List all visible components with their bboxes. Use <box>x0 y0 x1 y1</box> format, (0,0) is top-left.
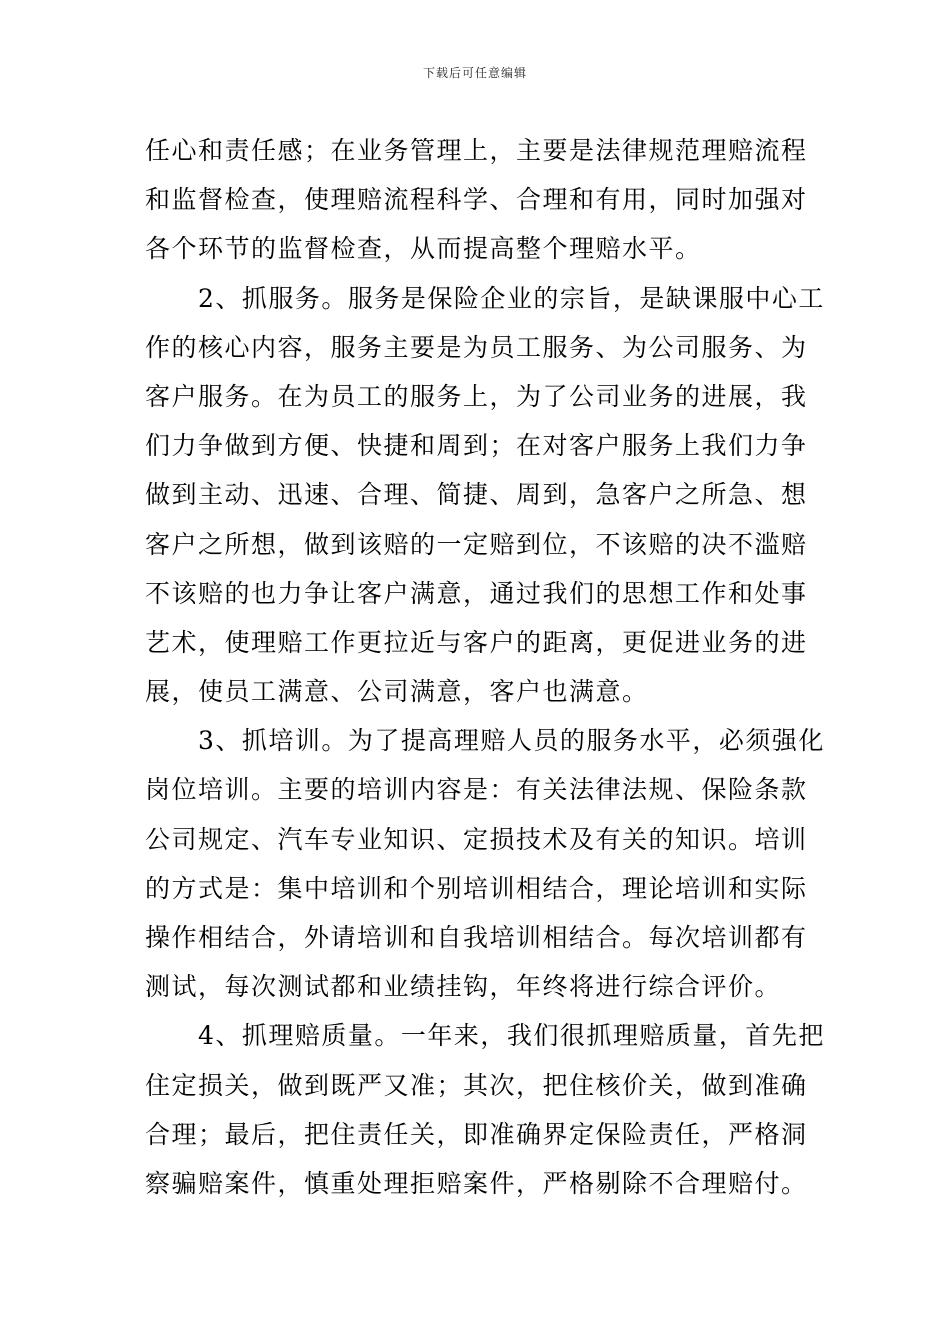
text-line: 岗位培训。主要的培训内容是：有关法律法规、保险条款 <box>145 775 808 805</box>
paragraph-2-start: 2、抓服务。服务是保险企业的宗旨，是缺课服中心工 <box>145 283 825 313</box>
text-line: 操作相结合，外请培训和自我培训相结合。每次培训都有 <box>145 923 808 952</box>
body-text <box>145 126 825 1208</box>
text-line: 客户服务。在为员工的服务上，为了公司业务的进展，我 <box>145 381 808 411</box>
text-line: 的方式是：集中培训和个别培训相结合，理论培训和实际 <box>145 873 808 903</box>
text-line: 测试，每次测试都和业绩挂钩，年终将进行综合评价。 <box>145 972 782 1002</box>
text-line: 作的核心内容，服务主要是为员工服务、为公司服务、为 <box>145 332 808 362</box>
text-line: 任心和责任感；在业务管理上，主要是法律规范理赔流程 <box>145 136 808 165</box>
text-line: 察骗赔案件，慎重处理拒赔案件，严格剔除不合理赔付。 <box>145 1168 808 1198</box>
text-line: 做到主动、迅速、合理、简捷、周到，急客户之所急、想 <box>145 480 808 510</box>
text-line: 客户之所想，做到该赔的一定赔到位，不该赔的决不滥赔 <box>145 529 808 559</box>
text-line: 不该赔的也力争让客户满意，通过我们的思想工作和处事 <box>145 578 808 608</box>
paragraph-4-start: 4、抓理赔质量。一年来，我们很抓理赔质量，首先把 <box>145 1021 825 1051</box>
text-line: 展，使员工满意、公司满意，客户也满意。 <box>145 677 649 707</box>
text-line: 公司规定、汽车专业知识、定损技术及有关的知识。培训 <box>145 824 808 854</box>
header-note: 下载后可任意编辑 <box>422 66 527 80</box>
text-line: 各个环节的监督检查，从而提高整个理赔水平。 <box>145 234 702 264</box>
text-line: 合理；最后，把住责任关，即准确界定保险责任，严格洞 <box>145 1119 808 1149</box>
text-line: 们力争做到方便、快捷和周到；在对客户服务上我们力争 <box>145 431 808 461</box>
text-line: 艺术，使理赔工作更拉近与客户的距离，更促进业务的进 <box>145 627 808 657</box>
text-line: 和监督检查，使理赔流程科学、合理和有用，同时加强对 <box>145 185 808 215</box>
paragraph-3-start: 3、抓培训。为了提高理赔人员的服务水平，必须强化 <box>145 726 825 756</box>
text-line: 住定损关，做到既严又准；其次，把住核价关，做到准确 <box>145 1070 808 1100</box>
